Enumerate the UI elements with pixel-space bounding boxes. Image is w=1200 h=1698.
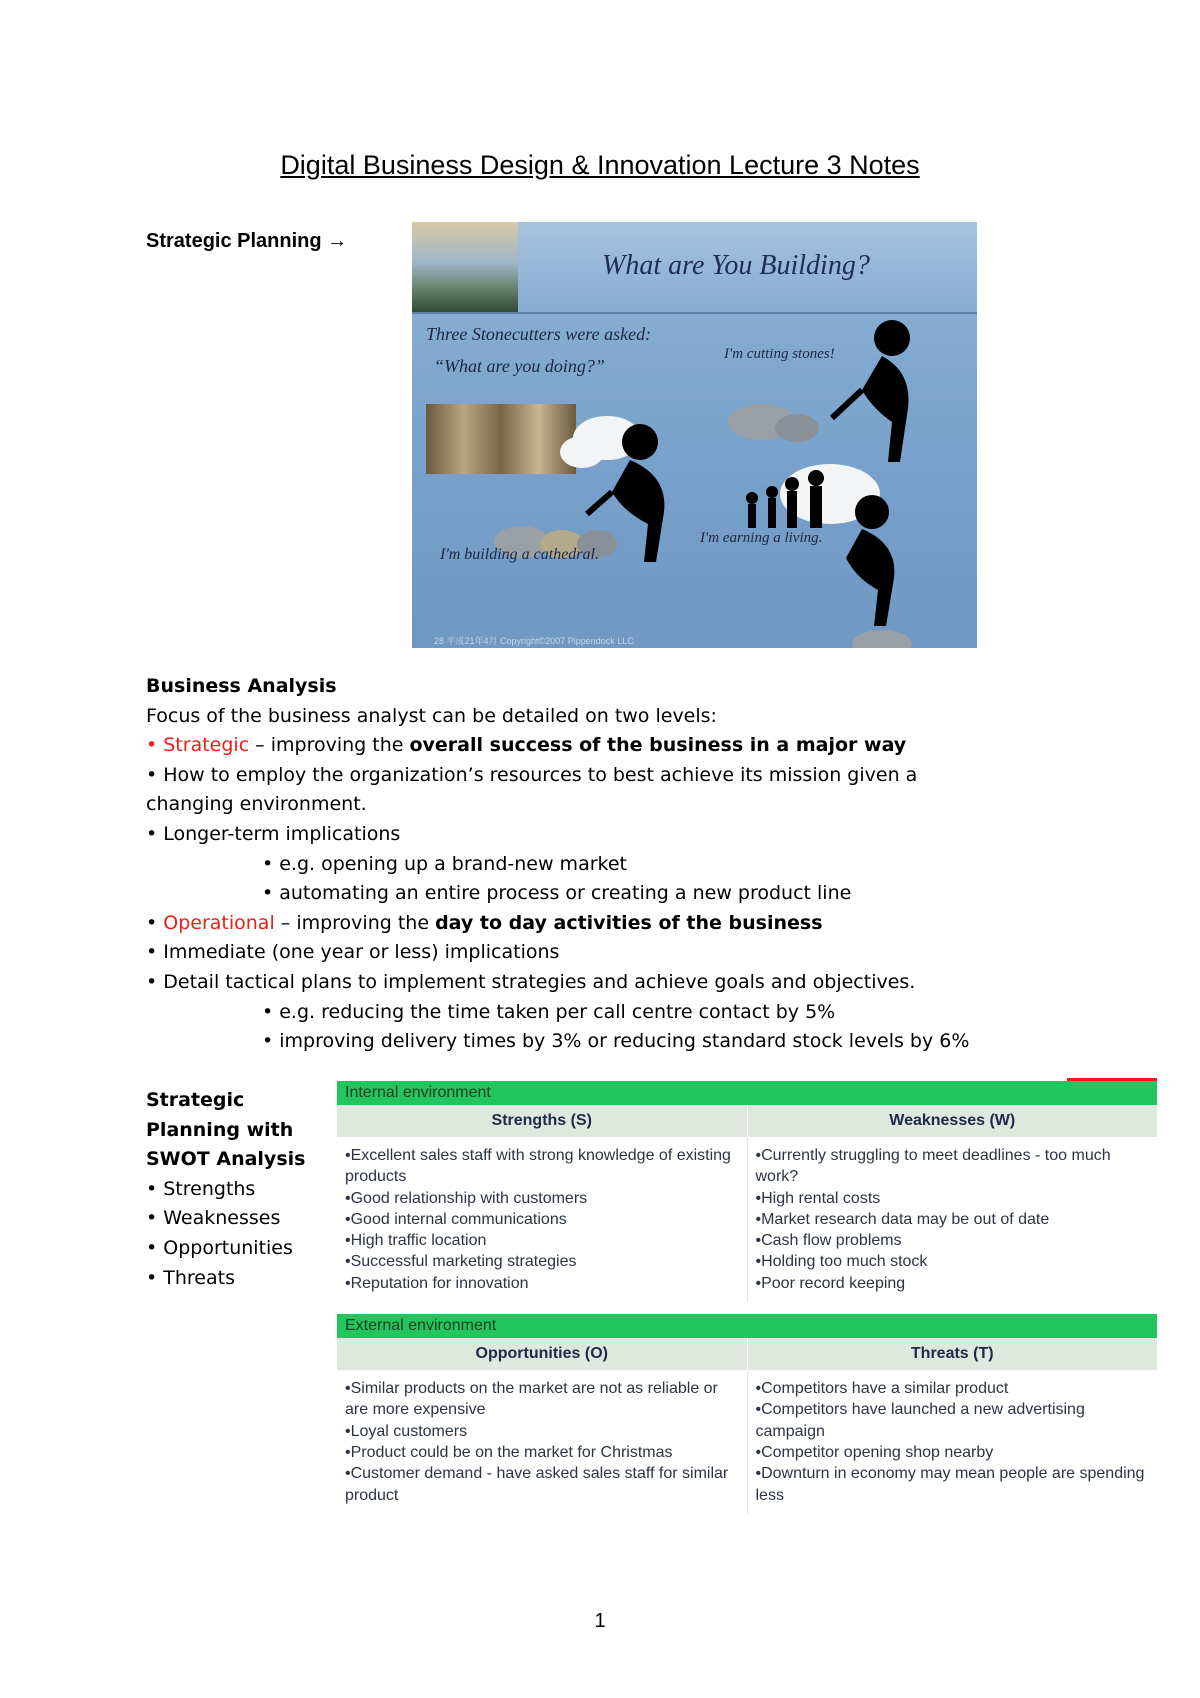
swot-label-line2: Planning with — [146, 1118, 294, 1141]
list-item: •Competitors have a similar product — [755, 1380, 1009, 1398]
opportunities-header: Opportunities (O) — [337, 1338, 748, 1370]
internal-header-row — [337, 1105, 1157, 1137]
weaknesses-cell — [748, 1137, 1158, 1302]
internal-environment-bar: Internal environment — [337, 1081, 1157, 1105]
slide-quote-cathedral: I'm building a cathedral. — [440, 546, 599, 563]
list-item: •High traffic location — [345, 1232, 487, 1250]
weaknesses-header: Weaknesses (W) — [889, 1112, 1016, 1129]
list-item: •Holding too much stock — [755, 1253, 928, 1271]
business-analysis-heading: Business Analysis — [146, 675, 337, 697]
list-item: •Similar products on the market are not as reliable or are more expensive — [345, 1380, 718, 1419]
red-mark — [1067, 1078, 1157, 1081]
stonecutter-figures — [412, 222, 977, 648]
list-item: •Product could be on the market for Christmas — [345, 1443, 673, 1461]
strengths-header: Strengths (S) — [337, 1105, 748, 1137]
opportunities-cell — [337, 1370, 748, 1514]
swot-label-item: • Weaknesses — [146, 1207, 281, 1230]
list-item: •Good relationship with customers — [345, 1189, 588, 1207]
list-item: •Successful marketing strategies — [345, 1253, 577, 1271]
list-item: •Currently struggling to meet deadlines - too much work? — [755, 1147, 1111, 1186]
swot-label-item: • Threats — [146, 1266, 235, 1289]
bullet: • — [146, 734, 164, 757]
longer-term-line: • Longer-term implications — [146, 822, 401, 845]
table-gap — [337, 1302, 1157, 1314]
swot-label-line1: Strategic — [146, 1089, 245, 1111]
delivery-line: • improving delivery times by 3% or reducing standard stock levels by 6% — [262, 1030, 970, 1053]
bullet: • — [146, 911, 164, 934]
list-item: •Reputation for innovation — [345, 1274, 529, 1292]
swot-label — [146, 1086, 305, 1293]
list-item: •High rental costs — [755, 1189, 881, 1207]
operational-term: Operational — [163, 911, 275, 934]
example-callcentre-line: • e.g. reducing the time taken per call centre contact by 5% — [262, 1000, 836, 1023]
immediate-line: • Immediate (one year or less) implications — [146, 941, 560, 964]
list-item: •Poor record keeping — [755, 1274, 906, 1292]
list-item: •Cash flow problems — [755, 1232, 902, 1250]
swot-label-item: • Opportunities — [146, 1236, 293, 1259]
list-item: •Competitors have launched a new advertising campaign — [755, 1401, 1085, 1440]
external-header-row — [337, 1338, 1157, 1370]
changing-line: changing environment. — [146, 793, 367, 816]
swot-table — [337, 1078, 1157, 1514]
slide-intro-line1: Three Stonecutters were asked: — [426, 324, 652, 344]
operational-dash: – improving the — [274, 911, 436, 934]
threats-cell — [748, 1370, 1158, 1514]
swot-label-item: • Strengths — [146, 1177, 256, 1200]
internal-cells — [337, 1137, 1157, 1302]
list-item: •Competitor opening shop nearby — [755, 1443, 994, 1461]
slide-quote-living: I'm earning a living. — [700, 530, 823, 546]
business-analysis-intro: Focus of the business analyst can be detailed on two levels: — [146, 704, 717, 727]
list-item: •Excellent sales staff with strong knowledge of existing products — [345, 1147, 731, 1186]
slide-title: What are You Building? — [602, 250, 870, 281]
list-item: •Loyal customers — [345, 1422, 468, 1440]
list-item: •Downturn in economy may mean people are spending less — [755, 1465, 1145, 1504]
swot-label-line3: SWOT Analysis — [146, 1148, 306, 1171]
page-title: Digital Business Design & Innovation Lecture 3 Notes — [280, 150, 920, 180]
list-item: •Customer demand - have asked sales staff for similar product — [345, 1465, 729, 1504]
detail-line: • Detail tactical plans to implement strategies and achieve goals and objectives. — [146, 970, 916, 993]
threats-header: Threats (T) — [910, 1345, 994, 1363]
list-item: •Good internal communications — [345, 1210, 567, 1228]
operational-line — [146, 909, 1146, 939]
slide-footer: 28 平成21年4月 Copyright©2007 Pippendock LLC — [434, 636, 634, 646]
strengths-cell — [337, 1137, 748, 1302]
stonecutters-slide-image — [412, 222, 977, 648]
list-item: •Market research data may be out of date — [755, 1210, 1050, 1228]
strategic-term: Strategic — [163, 734, 250, 757]
slide-intro-line2: “What are you doing?” — [434, 356, 605, 376]
operational-bold: day to day activities of the business — [435, 911, 823, 934]
page-number: 1 — [594, 1610, 606, 1632]
strategic-dash: – improving the — [249, 734, 410, 757]
resources-line: • How to employ the organization’s resources to best achieve its mission given a — [146, 763, 918, 786]
example-market-line: • e.g. opening up a brand-new market — [262, 852, 627, 875]
strategic-bold: overall success of the business in a major way — [409, 734, 907, 757]
external-cells — [337, 1370, 1157, 1514]
automating-line: • automating an entire process or creating a new product line — [262, 882, 852, 905]
strategic-planning-label: Strategic Planning → — [146, 230, 348, 252]
external-environment-bar: External environment — [337, 1314, 1157, 1338]
slide-quote-cutting: I'm cutting stones! — [724, 346, 835, 362]
strategic-line — [146, 731, 1146, 761]
business-analysis-section — [146, 672, 1146, 1057]
